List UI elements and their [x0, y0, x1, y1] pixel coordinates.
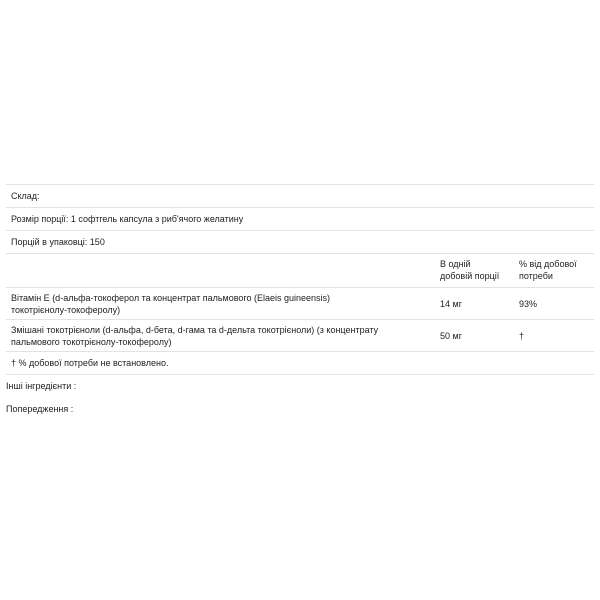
panel-title: Склад: — [11, 191, 40, 201]
nutrient-amount: 50 мг — [440, 331, 462, 341]
daily-value-header-line2: потреби — [519, 271, 553, 281]
nutrient-daily-value: † — [519, 331, 525, 341]
warnings-label: Попередження : — [6, 404, 74, 414]
serving-size: Розмір порції: 1 софтгель капсула з риб'ячого желатину — [11, 214, 244, 224]
nutrient-name-line2: пальмового токотрієнолу-токоферолу) — [11, 337, 172, 347]
nutrient-daily-value: 93% — [519, 299, 538, 309]
nutrient-name-line1: Змішані токотрієноли (d-альфа, d-бета, d-гама та d-дельта токотрієноли) (з концентрату — [11, 325, 379, 335]
other-ingredients-label: Інші інгредієнти : — [6, 381, 77, 391]
serving-size-row — [6, 207, 594, 230]
footnote-row — [6, 351, 594, 375]
panel-title-row — [6, 184, 594, 207]
nutrient-name — [11, 292, 431, 316]
servings-per-container: Порцій в упаковці: 150 — [11, 237, 105, 247]
amount-header-line1: В одній — [440, 259, 471, 269]
table-header-row — [6, 253, 594, 287]
nutrient-row — [6, 319, 594, 351]
supplement-facts-panel — [6, 184, 594, 375]
nutrient-name — [11, 324, 431, 348]
nutrient-name-line1: Вітамін Е (d-альфа-токоферол та концентрат пальмового (Elaeis guineensis) — [11, 293, 331, 303]
daily-value-header-line1: % від добової — [519, 259, 577, 269]
daily-value-footnote: † % добової потреби не встановлено. — [11, 358, 169, 368]
amount-header-line2: добовій порції — [440, 271, 500, 281]
servings-per-container-row — [6, 230, 594, 253]
nutrient-name-line2: токотрієнолу-токоферолу) — [11, 305, 121, 315]
nutrient-row — [6, 287, 594, 319]
daily-value-header — [519, 258, 589, 282]
nutrient-amount: 14 мг — [440, 299, 462, 309]
amount-header — [440, 258, 515, 282]
